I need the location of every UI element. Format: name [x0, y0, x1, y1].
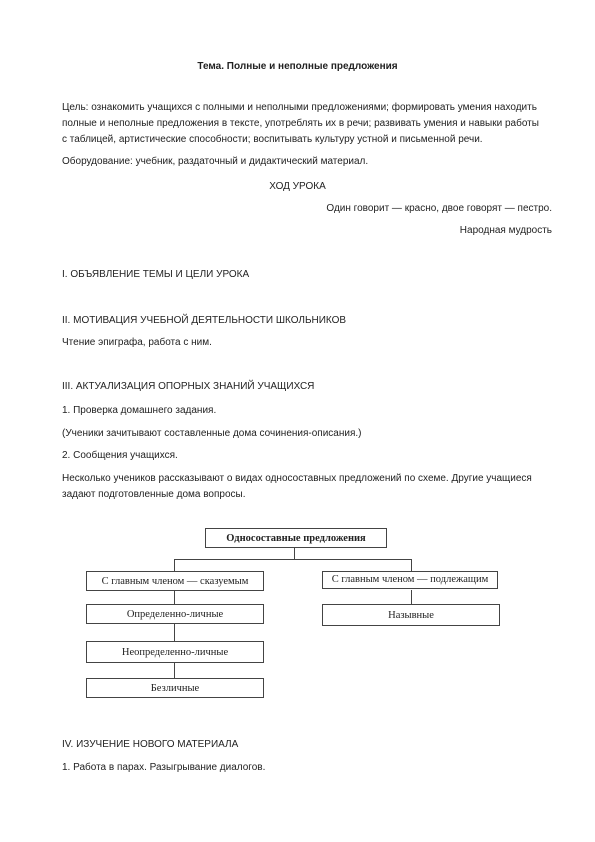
diagram-connector [294, 547, 295, 559]
section-heading-4: IV. ИЗУЧЕНИЕ НОВОГО МАТЕРИАЛА [62, 739, 239, 750]
equipment-paragraph: Оборудование: учебник, раздаточный и дидактический материал. [62, 156, 369, 167]
section-3-item-1: 1. Проверка домашнего задания. [62, 405, 217, 416]
diagram-connector [174, 662, 175, 678]
diagram-left-item-box: Безличные [86, 678, 264, 698]
section-3-item-1-note: (Ученики зачитывают составленные дома сочинения-описания.) [62, 428, 362, 439]
diagram-right-head-box: С главным членом — подлежащим [322, 571, 498, 589]
page-title: Тема. Полные и неполные предложения [197, 61, 398, 72]
goal-paragraph: Цель: ознакомить учащихся с полными и неполными предложениями; формировать умения находить полные и неполные предложения в тексте, употреблять их в речи; развивать умения и навыки работы с таблицей, артистические способности; воспитывать культуру устной и письменной речи. [62, 102, 539, 145]
diagram-connector [411, 590, 412, 604]
epigraph: Один говорит — красно, двое говорят — пестро. [326, 203, 552, 214]
section-3-item-2: 2. Сообщения учащихся. [62, 450, 178, 461]
diagram-connector [174, 559, 412, 560]
diagram-connector [411, 559, 412, 571]
diagram-connector [174, 590, 175, 604]
diagram-root-box: Односоставные предложения [205, 528, 387, 548]
section-2-text: Чтение эпиграфа, работа с ним. [62, 337, 212, 348]
diagram-connector [174, 623, 175, 641]
diagram-left-item-box: Неопределенно-личные [86, 641, 264, 663]
diagram-connector [174, 559, 175, 571]
section-heading-2: II. МОТИВАЦИЯ УЧЕБНОЙ ДЕЯТЕЛЬНОСТИ ШКОЛЬНИКОВ [62, 315, 347, 326]
section-heading-1: I. ОБЪЯВЛЕНИЕ ТЕМЫ И ЦЕЛИ УРОКА [62, 269, 250, 280]
diagram-left-item-box: Определенно-личные [86, 604, 264, 624]
section-4-item-1: 1. Работа в парах. Разыгрывание диалогов. [62, 762, 266, 773]
lesson-heading: ХОД УРОКА [269, 181, 326, 192]
section-3-text: Несколько учеников рассказывают о видах односоставных предложений по схеме. Другие учащиеся задают подготовленные дома вопросы. [62, 473, 532, 500]
section-heading-3: III. АКТУАЛИЗАЦИЯ ОПОРНЫХ ЗНАНИЙ УЧАЩИХСЯ [62, 381, 315, 392]
diagram-right-item-box: Назывные [322, 604, 500, 626]
epigraph-source: Народная мудрость [459, 225, 552, 236]
diagram-left-head-box: С главным членом — сказуемым [86, 571, 264, 591]
